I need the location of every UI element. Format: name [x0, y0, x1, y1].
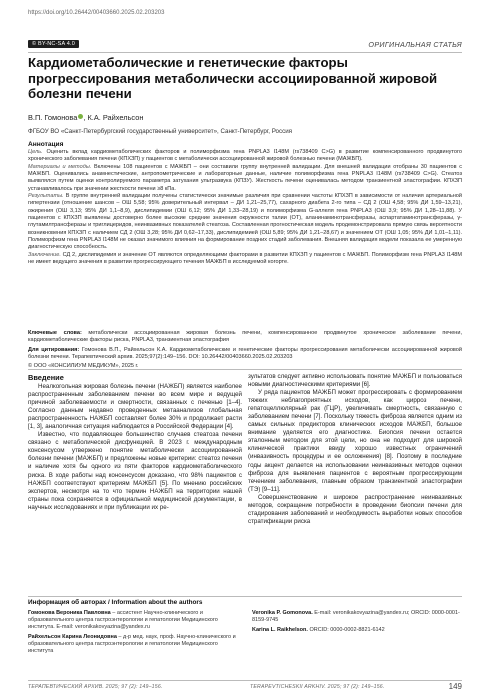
- author-info-text: – ассистент Научно-клинического и образовательного центра гастроэнтерологии и гепатологии Медицинского института. E-mail: veronikakovyazina@yandex.ru: [28, 610, 218, 631]
- abstract-aim: [28, 149, 462, 164]
- abstract-text: СД 2, дислипидемия и значение ОТ являются определяющими факторами в развитии КПХЗП у пациентов с МАЖБП. Полиморфизм гена PNPLA3 I148M не имеет ведущего значения в развитии прогрессирующего течения МАЖБП в исследуемой когорте.: [28, 251, 462, 266]
- body-paragraph: У ряда пациентов МАЖБП может прогрессировать с формированием тяжких неблагоприятных исходов, как цирроз печени, гепатоцеллюлярный рак (ГЦР), увеличивать смертность, связанную с заболеванием печени [7]. Поскольку тяжесть фиброза является одним из самых сильных предикторов клинических исходов МАЖБП, большое внимание уделяется его диагностике. Биопсия печени остается эталонным методом для этой цели, но она не подходит для широкой клинической практики ввиду хорошо известных ограничений (инвазивность процедуры и ее осложнения) [8]. Поэтому в последние годы акцент делается на использовании неинвазивных методов оценки фиброза для выявления пациентов с вероятным прогрессирующим течением заболевания, главным образом транзиентной эластографии (ТЭ) [9–11].: [248, 389, 462, 493]
- body-paragraph: зультатов следует активно использовать понятие МАЖБП и пользоваться новыми диагностическими критериями [6].: [248, 373, 462, 389]
- license-badge: © BY-NC-SA 4.0: [28, 40, 79, 48]
- keywords-block: [28, 330, 462, 373]
- author-separator: ,: [83, 113, 88, 122]
- author-info-text: – д-р мед. наук, проф. Научно-клинического и образовательного центра гастроэнтерологии и гепатологии Медицинского института: [28, 634, 236, 655]
- affiliation: ФГБОУ ВО «Санкт-Петербургский государственный университет», Санкт-Петербург, Россия: [28, 128, 292, 135]
- body-paragraph: Неалкогольная жировая болезнь печени (НАЖБП) является наиболее распространенным заболеванием печени во всем мире и ведущей причиной заболеваемости и смертности, связанных с печенью [1–4]. Согласно данным недавно проведенных метаанализов глобальная распространенность НАЖБП составляет более 30% и продолжает расти [1, 3], аналогичная ситуация наблюдается в Российской Федерации [4].: [28, 383, 242, 431]
- divider: [28, 596, 462, 597]
- author-info-name: Karina L. Raikhelson.: [252, 627, 308, 634]
- body-column-right: [248, 373, 462, 526]
- abstract-text: В группе внутренней валидации получены статистически значимые различия при сравнении частоты КПХЗП в зависимости от наличия артериальной гипертензии (отношение шансов – ОШ 5,58; 95% доверительный интервал – ДИ 1,21–25,77), сахарного диабета 2-го типа – СД 2 (ОШ 4,58; 95% ДИ 1,59–13,21), ожирения (ОШ 3,13; 95% ДИ 1,1–8,9), дислипидемии (ОШ 6,12; 95% ДИ 1,33–28,19) и полиморфизма G-аллеля гена PNPLA3 (ОШ 3,9; 95% ДИ 1,28–11,88). У пациентов с КПХЗП выявлены достоверно более высокие средние значения окружности талии (ОТ), аланинаминотрансферазы, аспартатаминотрансферазы, γ-глутамилтрансферазы и триглицеридов, неинвазивных показателей стеатоза. Составленная прогностическая модель продемонстрировала прямую связь вероятности возникновения КПХЗП с наличием СД 2 (ОШ 3,28; 95% ДИ 0,62–17,33), дислипидемией (ОШ 5,89; 95% ДИ 1,21–28,67) и значением ОТ (ОШ 1,05; 95% ДИ 1,01–1,11). Полиморфизм гена PNPLA3 I148M не оказал значимого влияния на формирование поздних стадий заболевания. Внешняя валидация модели показала ее умеренную диагностическую способность.: [28, 193, 462, 251]
- abstract-label: Заключение.: [28, 251, 61, 258]
- abstract-conclusion: [28, 252, 462, 267]
- abstract-label: Материалы и методы.: [28, 163, 92, 170]
- abstract-methods: [28, 164, 462, 193]
- author-info-name: Гомонова Вероника Павловна: [28, 610, 111, 616]
- abstract-text: Оценить вклад кардиометаболических факторов и полиморфизма гена PNPLA3 I148M (rs738409 C>G) в развитие компенсированного продвинутого хронического заболевания печени (КПХЗП) у пациентов с метаболически ассоциированной жировой болезнью печени (МАЖБП).: [28, 149, 462, 163]
- body-paragraph: Совершенствование и широкое распространение неинвазивных методов, сокращение потребности в проведении биопсии печени для стадирования заболеваний и необходимость выработки новых способов стратификации риска: [248, 493, 462, 525]
- footer-journal-ru: ТЕРАПЕВТИЧЕСКИЙ АРХИВ. 2025; 97 (2): 149–156.: [28, 684, 163, 690]
- abstract-results: [28, 193, 462, 252]
- author-info-name: Veronika P. Gomonova.: [252, 610, 313, 616]
- keywords-text: метаболически ассоциированная жировая болезнь печени, компенсированное продвинутое хроническое заболевание печени, кардиометаболические факторы риска, PNPLA3, транзиентная эластография: [28, 330, 462, 344]
- author-info-text: E-mail: veronikakovyazina@yandex.ru; ORCID: 0000-0001-8159-9745: [252, 610, 460, 624]
- body-paragraph: Известно, что подавляющее большинство случаев стеатоза печени связано с метаболической дисфункцией. В 2023 г. международным консенсусом утвержено понятие метаболически ассоциированной болезни печени (МАЖБП) и предложены новые критерии: стеатоз печени и наличие хотя бы одного из пяти факторов кардиометаболического риска. В ходе работы над консенсусом доказано, что 98% пациентов с НАЖБП соответствуют критериям МАЖБП [5]. По мнению российских экспертов, несмотря на то что термин НАЖБП на территории нашей страны пока сохраняется в официальной медицинской документации, в научных исследованиях и при публикации их ре-: [28, 431, 242, 511]
- footer-journal-en: TERAPEVTICHESKII ARKHIV. 2025; 97 (2): 149–156.: [250, 684, 385, 690]
- keywords-label: Ключевые слова:: [28, 330, 82, 336]
- abstract-text: Включены 108 пациентов с МАЖБП – они составили группу внутренней валидации. Для внешней валидации отобраны 30 пациентов с МАЖБП. Оценивались анамнестические, антропометрические и лабораторные данные, наличие полиморфизма гена PNPLA3 I148M (rs738409 C>G). Стеатоз выявлялся путем оценки контролируемого параметра затухания ультразвука (КПЗУ). Жесткость печени оценивалась методом транзиентной эластографии. КПХЗП устанавливалось при значении жесткости печени ≥8 кПа.: [28, 163, 462, 192]
- author-info-item: [28, 634, 238, 655]
- author-info-text: ORCID: 0000-0002-8821-6142: [307, 627, 385, 634]
- author-name: К.А. Райхельсон: [87, 113, 144, 122]
- author-name: В.П. Гомонова: [28, 113, 78, 122]
- author-info-item: [252, 627, 462, 634]
- divider: [28, 52, 462, 53]
- citation: [28, 347, 462, 362]
- section-heading: Введение: [28, 373, 64, 382]
- abstract: [28, 141, 462, 267]
- abstract-label: Результаты.: [28, 193, 64, 200]
- author-info-en: [252, 610, 462, 637]
- divider: [28, 369, 462, 370]
- citation-text: Гомонова В.П., Райхельсон К.А. Кардиометаболические и генетические факторы прогрессирования метаболически ассоциированной жировой болезни печени. Терапевтический архив. 2025;97(2):149–156. DOI: 10.26442/00403660.2025.02.203203: [28, 346, 462, 361]
- article-type: ОРИГИНАЛЬНАЯ СТАТЬЯ: [368, 40, 462, 49]
- keywords: [28, 330, 462, 345]
- article-title: Кардиометаболические и генетические факторы прогрессирования метаболически ассоциированной жировой болезни печени: [28, 55, 438, 102]
- divider: [28, 680, 462, 681]
- doi-link[interactable]: https://doi.org/10.26442/00403660.2025.02.203203: [28, 10, 165, 16]
- page-number: 149: [448, 682, 462, 691]
- author-list: [28, 113, 143, 122]
- author-info-ru: [28, 610, 238, 659]
- author-info-item: [28, 610, 238, 631]
- copyright: © ООО «КОНСИЛИУМ МЕДИКУМ», 2025 г.: [28, 363, 139, 370]
- abstract-label: Цель.: [28, 149, 43, 155]
- author-info-item: [252, 610, 462, 624]
- author-info-name: Райхельсон Карина Леонидовна: [28, 634, 117, 641]
- body-column-left: [28, 373, 242, 512]
- citation-label: Для цитирования:: [28, 346, 80, 353]
- header-row: [28, 40, 462, 50]
- abstract-heading: Аннотация: [28, 141, 64, 148]
- author-info-heading: Информация об авторах / Information about the authors: [28, 599, 203, 606]
